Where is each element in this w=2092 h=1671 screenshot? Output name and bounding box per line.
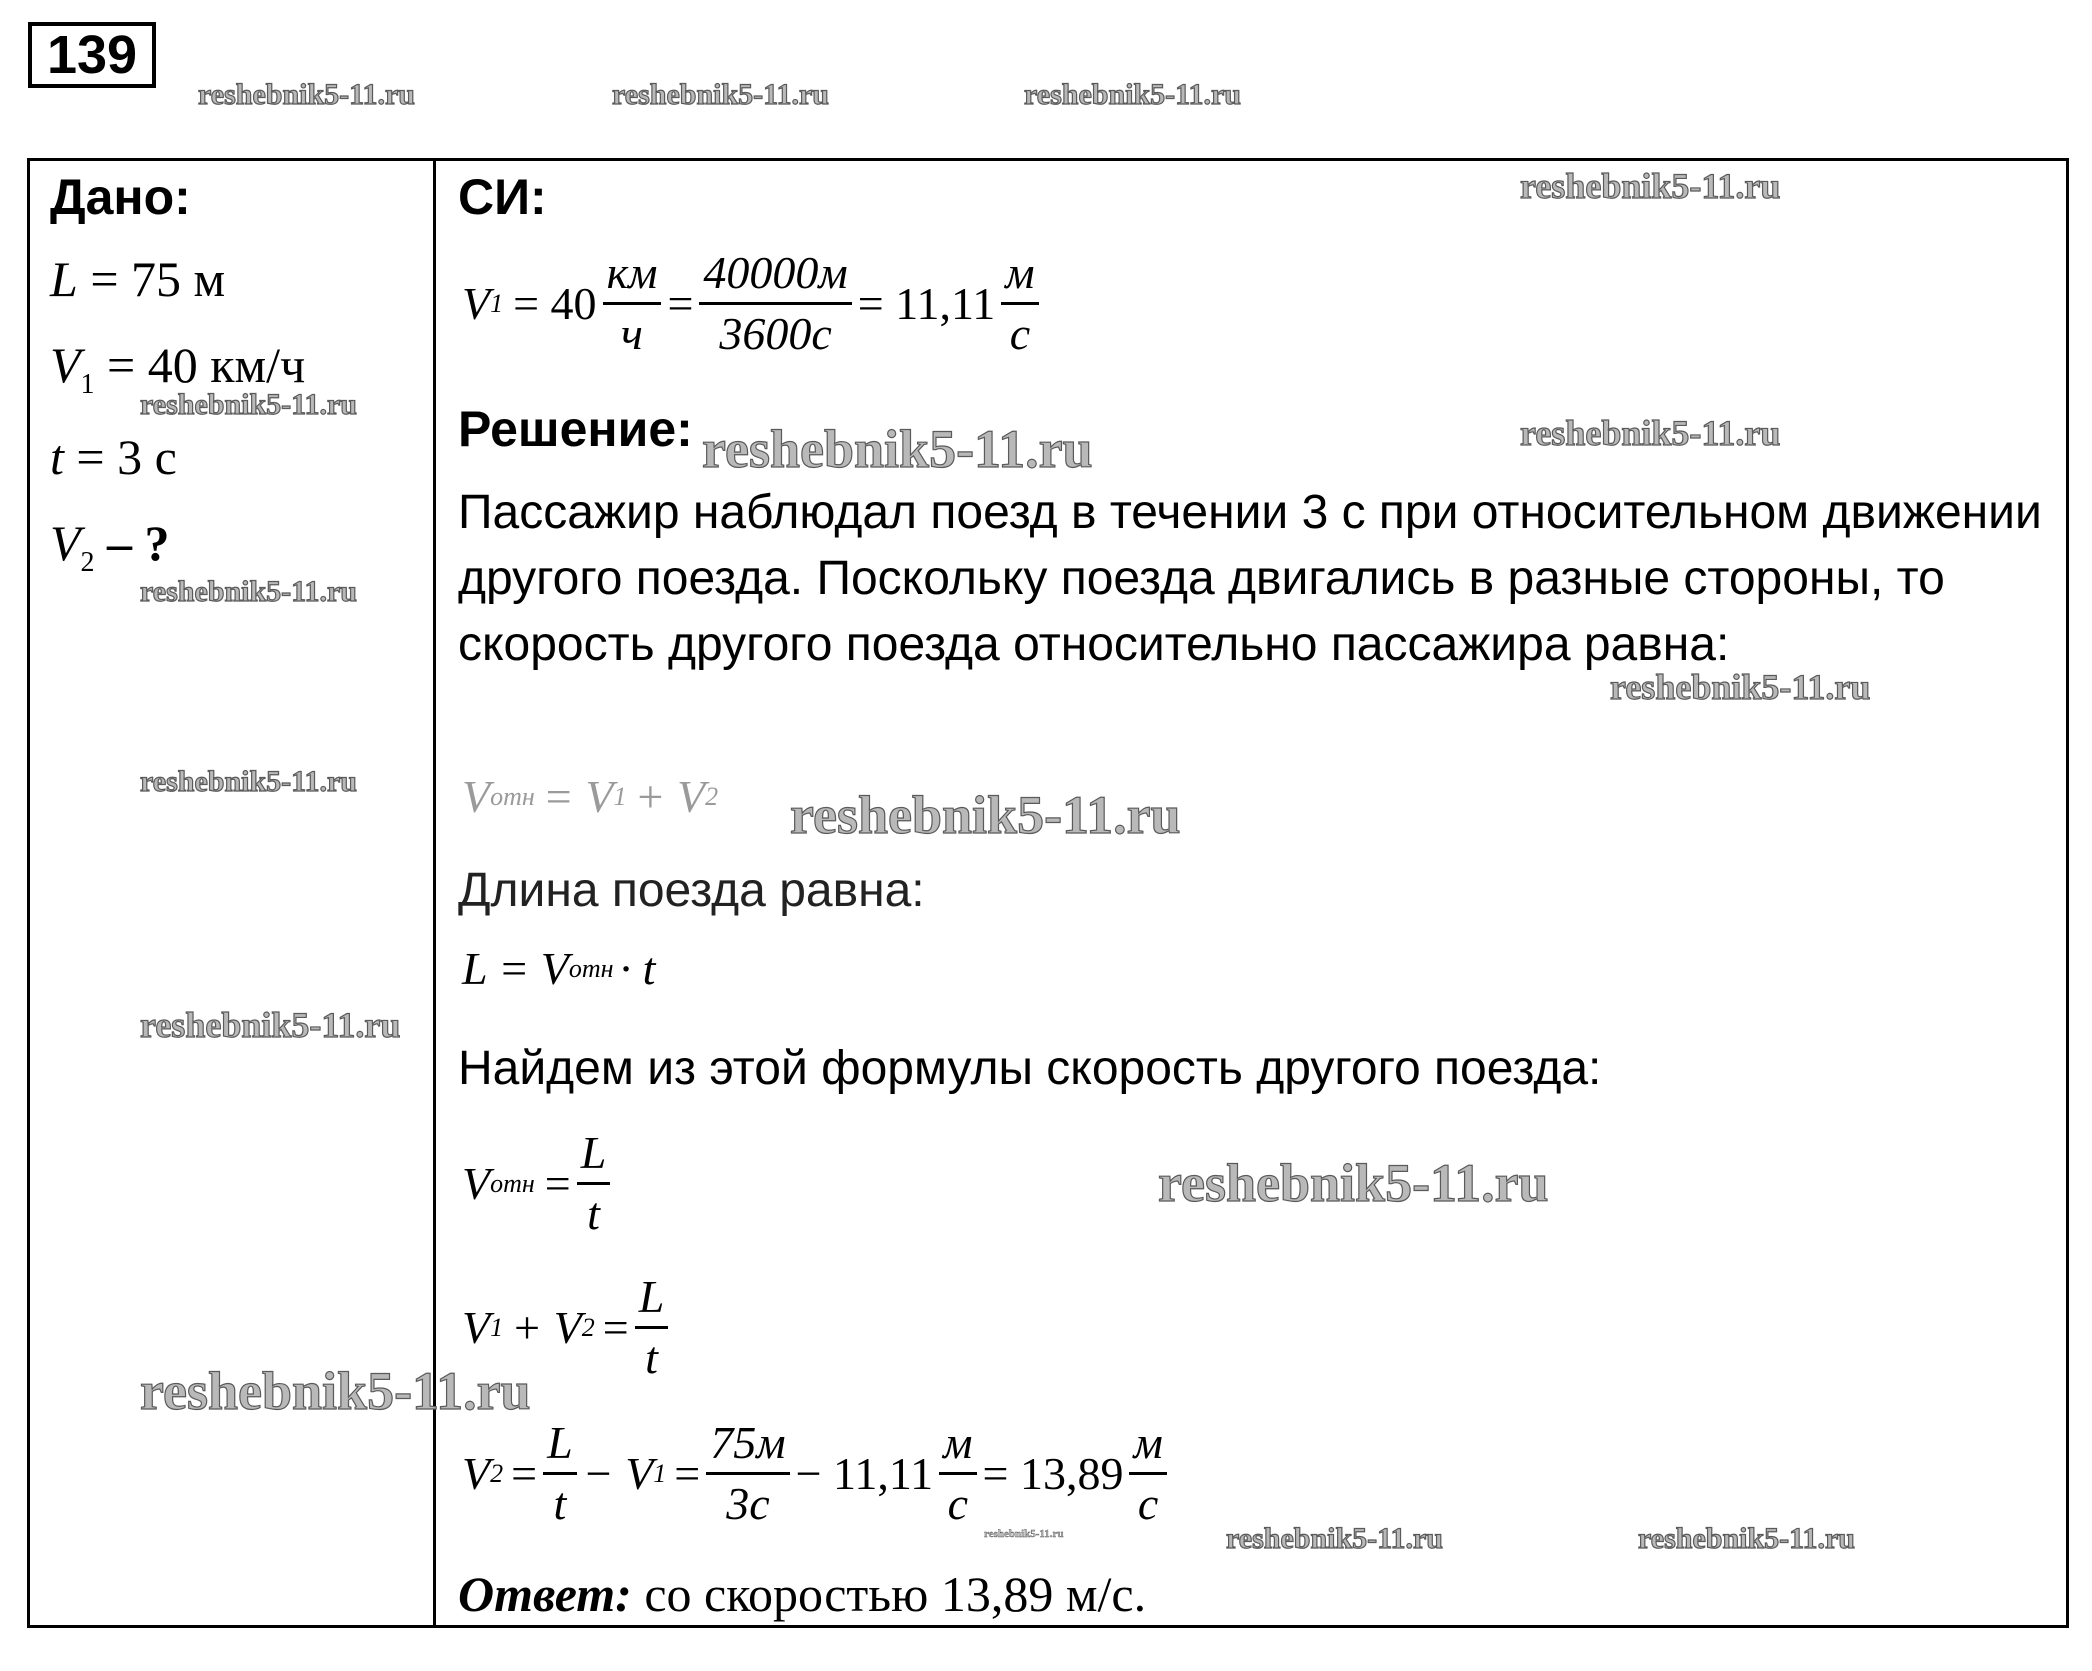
length-equation	[462, 942, 655, 995]
fraction-top: L	[635, 1272, 669, 1329]
length-value: = 75 м	[90, 251, 226, 307]
eq-subscript: 1	[490, 1312, 504, 1342]
time-value: = 3 с	[76, 429, 177, 485]
eq-subscript: отн	[490, 1168, 535, 1198]
eq-text: · t	[619, 943, 656, 994]
fraction-bottom: 3600с	[719, 308, 832, 359]
final-calculation	[462, 1418, 1173, 1529]
given-time	[50, 428, 177, 486]
fraction-bottom: t	[553, 1478, 567, 1529]
watermark: reshebnik5-11.ru	[140, 575, 357, 608]
given-unknown	[50, 514, 170, 579]
fraction-bottom: ч	[621, 308, 643, 359]
fraction-top: 40000м	[699, 248, 851, 305]
solution-paragraph-3: Найдем из этой формулы скорость другого поезда:	[458, 1042, 1602, 1095]
problem-number: 139	[28, 22, 156, 88]
fraction-top: L	[543, 1418, 577, 1475]
watermark: reshebnik5-11.ru	[984, 1528, 1064, 1540]
eq-text: = 11,11	[857, 278, 996, 329]
eq-text: + V	[511, 1302, 582, 1353]
answer-label: Ответ:	[458, 1566, 632, 1622]
length-symbol: L	[50, 251, 78, 307]
eq-text: − 11,11	[795, 1448, 934, 1499]
watermark: reshebnik5-11.ru	[612, 78, 829, 111]
answer-text: со скоростью 13,89 м/с.	[631, 1566, 1147, 1622]
solution-paragraph-2: Длина поезда равна:	[458, 864, 925, 917]
speed1-symbol: V	[50, 337, 81, 393]
fraction	[543, 1418, 577, 1529]
watermark: reshebnik5-11.ru	[702, 419, 1093, 479]
eq-text: − V	[582, 1448, 654, 1499]
eq-subscript: 1	[653, 1458, 667, 1488]
eq-symbol: V	[462, 1302, 491, 1353]
eq-symbol: V	[462, 278, 491, 329]
fraction-bottom: t	[587, 1188, 600, 1239]
watermark: reshebnik5-11.ru	[1610, 667, 1871, 707]
eq-text: = 40	[513, 278, 597, 329]
speed1-subscript: 1	[80, 369, 95, 400]
fraction-bottom: 3с	[726, 1478, 770, 1529]
watermark: reshebnik5-11.ru	[1158, 1153, 1549, 1213]
fraction-top: 75м	[706, 1418, 789, 1475]
fraction-bottom: с	[947, 1478, 969, 1529]
eq-text: =	[667, 278, 694, 329]
fraction-top: км	[603, 248, 662, 305]
unknown-mark: – ?	[107, 515, 170, 571]
eq-symbol: V	[462, 1158, 491, 1209]
watermark: reshebnik5-11.ru	[1520, 166, 1781, 206]
watermark: reshebnik5-11.ru	[140, 1361, 531, 1421]
relative-speed-formula	[462, 1128, 616, 1239]
given-length	[50, 250, 225, 308]
fraction-bottom: с	[1009, 308, 1031, 359]
eq-subscript: 2	[581, 1312, 595, 1342]
eq-subscript: 1	[613, 781, 627, 811]
fraction	[699, 248, 851, 359]
fraction-bottom: с	[1137, 1478, 1159, 1529]
fraction-top: L	[577, 1128, 611, 1185]
eq-text: =	[602, 1302, 629, 1353]
speed2-symbol: V	[50, 515, 81, 571]
eq-subscript: 2	[490, 1458, 504, 1488]
solution-paragraph-1: Пассажир наблюдал поезд в течении 3 с при относительном движении другого поезда. Поскольку поезда двигались в разные стороны, то скорость другого поезда относительно пассажира равна:	[458, 486, 2042, 671]
watermark: reshebnik5-11.ru	[140, 388, 357, 421]
time-symbol: t	[50, 429, 64, 485]
watermark: reshebnik5-11.ru	[790, 785, 1181, 845]
eq-text: =	[544, 1158, 571, 1209]
fraction-top: м	[939, 1418, 976, 1475]
watermark: reshebnik5-11.ru	[1638, 1522, 1855, 1555]
eq-text: =	[674, 1448, 701, 1499]
fraction	[1129, 1418, 1166, 1529]
answer-line	[458, 1565, 1146, 1623]
speed1-value: = 40 км/ч	[107, 337, 306, 393]
fraction	[577, 1128, 611, 1239]
eq-symbol: V	[462, 1448, 491, 1499]
watermark: reshebnik5-11.ru	[198, 78, 415, 111]
fraction-top: м	[1129, 1418, 1166, 1475]
watermark: reshebnik5-11.ru	[140, 765, 357, 798]
eq-subscript: отн	[490, 781, 535, 811]
watermark: reshebnik5-11.ru	[1520, 413, 1781, 453]
speed2-subscript: 2	[80, 547, 95, 578]
eq-subscript: отн	[568, 953, 614, 983]
si-heading: СИ:	[458, 169, 547, 225]
eq-subscript: 2	[705, 781, 719, 811]
fraction	[635, 1272, 669, 1383]
relative-speed-equation	[462, 770, 718, 823]
eq-subscript: 1	[490, 288, 504, 318]
fraction	[1001, 248, 1038, 359]
eq-text: + V	[634, 771, 706, 822]
si-conversion	[462, 248, 1045, 359]
fraction	[939, 1418, 976, 1529]
eq-text: L = V	[462, 943, 569, 994]
eq-text: =	[511, 1448, 538, 1499]
eq-text: = V	[542, 771, 614, 822]
watermark: reshebnik5-11.ru	[1024, 78, 1241, 111]
fraction	[706, 1418, 789, 1529]
eq-text: = 13,89	[982, 1448, 1124, 1499]
fraction	[603, 248, 662, 359]
eq-symbol: V	[462, 771, 491, 822]
fraction-bottom: t	[645, 1332, 658, 1383]
solution-heading: Решение:	[458, 401, 693, 457]
given-heading: Дано:	[50, 169, 191, 225]
watermark: reshebnik5-11.ru	[140, 1005, 401, 1045]
watermark: reshebnik5-11.ru	[1226, 1522, 1443, 1555]
fraction-top: м	[1001, 248, 1038, 305]
